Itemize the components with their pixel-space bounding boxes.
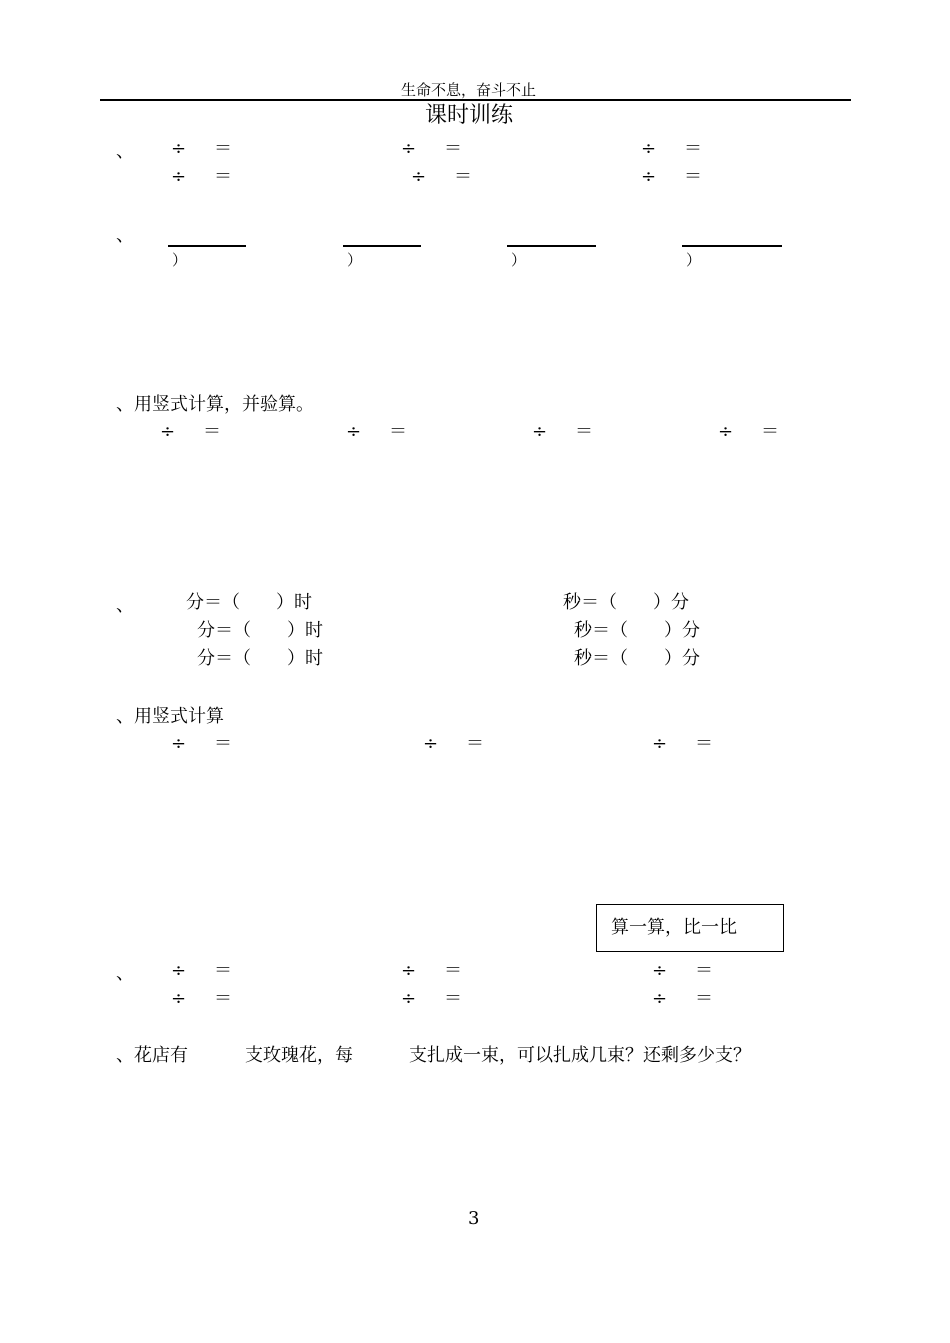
divide-sign: ÷: [652, 960, 668, 981]
word-problem-part: 支玫瑰花，每: [245, 1045, 353, 1066]
divide-sign: ÷: [401, 960, 417, 981]
page-number: 3: [468, 1208, 480, 1229]
divide-sign: ÷: [171, 988, 187, 1009]
equals-sign: ＝: [389, 421, 407, 442]
equals-sign: ＝: [214, 166, 232, 187]
divide-sign: ÷: [641, 138, 657, 159]
divide-sign: ÷: [171, 138, 187, 159]
equals-sign: ＝: [695, 988, 713, 1009]
equals-sign: ＝: [214, 138, 232, 159]
equals-sign: ＝: [695, 733, 713, 754]
equals-sign: ＝: [444, 138, 462, 159]
question-marker: 、: [116, 963, 134, 984]
divide-sign: ÷: [401, 138, 417, 159]
divide-sign: ÷: [411, 166, 427, 187]
divide-sign: ÷: [401, 988, 417, 1009]
header-motto: 生命不息，奋斗不止: [401, 81, 537, 99]
divide-sign: ÷: [171, 960, 187, 981]
question-label: 、用竖式计算，并验算。: [116, 394, 314, 415]
divide-sign: ÷: [423, 733, 439, 754]
equals-sign: ＝: [214, 988, 232, 1009]
divide-sign: ÷: [652, 988, 668, 1009]
question-label: 、用竖式计算: [116, 706, 224, 727]
equals-sign: ＝: [454, 166, 472, 187]
right-paren: ）: [347, 251, 363, 269]
equals-sign: ＝: [761, 421, 779, 442]
equals-sign: ＝: [203, 421, 221, 442]
question-marker: 、: [116, 225, 134, 246]
unit-conversion-left: 分＝（ ）时: [186, 592, 312, 613]
answer-blank: [343, 245, 421, 247]
divide-sign: ÷: [346, 421, 362, 442]
equals-sign: ＝: [214, 733, 232, 754]
unit-conversion-right: 秒＝（ ）分: [574, 648, 700, 669]
header-rule: [100, 99, 851, 101]
divide-sign: ÷: [641, 166, 657, 187]
label-box-text: 算一算，比一比: [611, 917, 737, 938]
answer-blank: [682, 245, 782, 247]
divide-sign: ÷: [171, 166, 187, 187]
equals-sign: ＝: [575, 421, 593, 442]
equals-sign: ＝: [444, 988, 462, 1009]
unit-conversion-left: 分＝（ ）时: [197, 620, 323, 641]
question-marker: 、: [116, 141, 134, 162]
equals-sign: ＝: [214, 960, 232, 981]
word-problem-part: 支扎成一束，可以扎成几束？还剩多少支？: [409, 1045, 751, 1066]
divide-sign: ÷: [652, 733, 668, 754]
equals-sign: ＝: [466, 733, 484, 754]
unit-conversion-right: 秒＝（ ）分: [574, 620, 700, 641]
answer-blank: [168, 245, 246, 247]
right-paren: ）: [172, 251, 188, 269]
word-problem-part: 、花店有: [116, 1045, 188, 1066]
right-paren: ）: [511, 251, 527, 269]
divide-sign: ÷: [160, 421, 176, 442]
divide-sign: ÷: [171, 733, 187, 754]
equals-sign: ＝: [444, 960, 462, 981]
divide-sign: ÷: [532, 421, 548, 442]
question-marker: 、: [116, 595, 134, 616]
equals-sign: ＝: [684, 166, 702, 187]
page-title: 课时训练: [425, 103, 514, 128]
unit-conversion-right: 秒＝（ ）分: [563, 592, 689, 613]
unit-conversion-left: 分＝（ ）时: [197, 648, 323, 669]
equals-sign: ＝: [695, 960, 713, 981]
answer-blank: [507, 245, 596, 247]
equals-sign: ＝: [684, 138, 702, 159]
right-paren: ）: [686, 251, 702, 269]
divide-sign: ÷: [718, 421, 734, 442]
